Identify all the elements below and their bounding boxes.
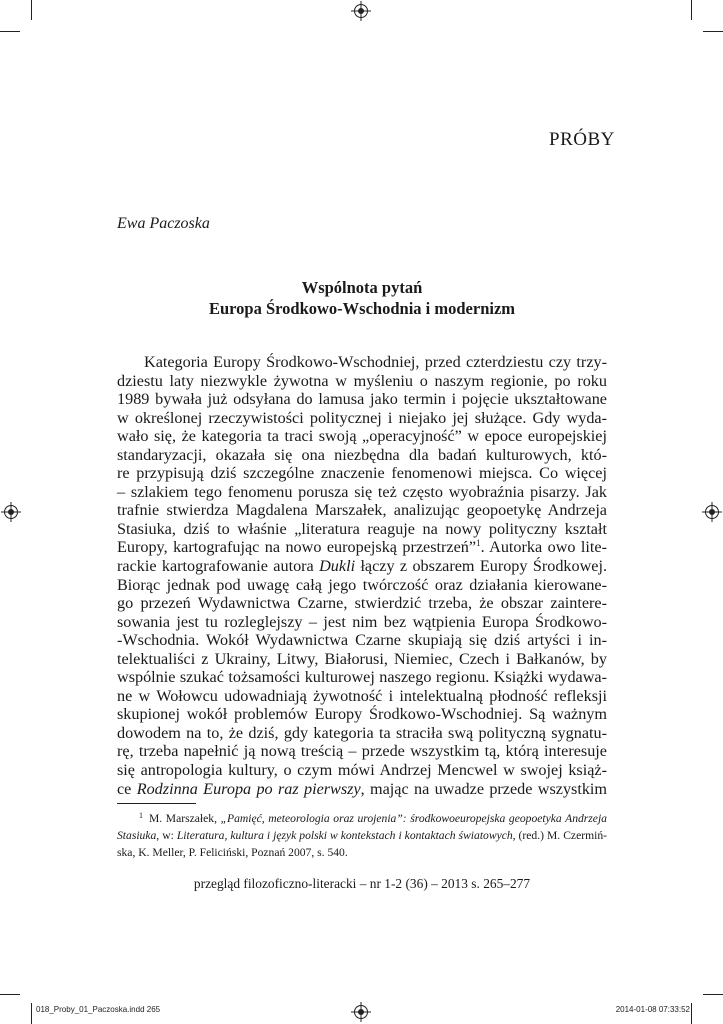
footnote — [117, 810, 607, 861]
body-line-text: Europy, kartografując na nowo europejską przestrzeń” — [117, 538, 477, 557]
body-line: Stasiuka, dziś to właśnie „literatura reaguje na nowy polityczny kształt — [117, 519, 607, 538]
registration-mark-left — [4, 505, 18, 519]
article-title — [117, 277, 607, 319]
crop-mark-top-left-h — [0, 31, 20, 32]
footnote-number: 1 — [139, 811, 143, 820]
footnote-text: M. Marszałek, — [149, 812, 217, 825]
body-line-text: . Autorka owo lite- — [480, 538, 607, 557]
body-line: trafnie stwierdza Magdalena Marszałek, analizując geopoetykę Andrzeja — [117, 501, 607, 520]
body-line-text: rackie kartografowanie autora — [117, 557, 314, 576]
footnote-quoted-title: „Pamięć, meteorologia oraz urojenia”: środkowoeuropejska geopoetyka Andrzeja — [220, 812, 607, 825]
body-line-text: mając na uwadze przede wszystkim — [370, 779, 608, 798]
body-line: 1989 bywała już odsyłana do lamusa jako termin i pojęcie ukształtowane — [117, 390, 607, 409]
crop-mark-top-right — [691, 0, 692, 20]
footnote-text: , w: — [156, 829, 174, 842]
footnote-line — [117, 827, 607, 844]
body-line-text: łączy z obszarem Europy Środkowej. — [360, 557, 608, 576]
body-line: standaryzacji, okazała się ona niezbędna dla badań kulturowych, któ- — [117, 445, 607, 464]
crop-mark-bottom-left-h — [0, 994, 20, 995]
footnote-line — [117, 810, 607, 827]
body-line: sowania jest tu rozleglejszy – jest nim bez wątpienia Europa Środkowo- — [117, 612, 607, 631]
body-line: – szlakiem tego fenomenu porusza się też często wyobraźnia pisarzy. Jak — [117, 482, 607, 501]
section-label: PRÓBY — [549, 129, 615, 150]
title-dukli: Dukli — [319, 557, 356, 576]
journal-footer: przegląd filozoficzno-literacki – nr 1-2 (36) – 2013 s. 265–277 — [193, 876, 531, 891]
body-line: wspólnie szukać tożsamości kulturowej naszego regionu. Książki wydawa- — [117, 668, 607, 687]
body-line: rę, trzeba napełnić ją nową treścią – przede wszystkim tą, którą interesuje — [117, 742, 607, 761]
body-line: re przypisują dziś szczególne znaczenie fenomenowi miejsca. Co więcej — [117, 464, 607, 483]
body-line: go przezeń Wydawnictwa Czarne, stwierdzić trzeba, że obszar zaintere- — [117, 594, 607, 613]
slug-filename: 018_Proby_01_Paczoska.indd 265 — [36, 1005, 161, 1014]
registration-mark-bottom — [354, 1005, 368, 1019]
body-line: -Wschodnia. Wokół Wydawnictwa Czarne skupiają się dziś artyści i in- — [117, 631, 607, 650]
article-body — [117, 353, 607, 798]
crop-mark-top-right-h — [703, 31, 723, 32]
body-line: ne w Wołowcu udowadniają żywotność i intelektualną płodność refleksji — [117, 686, 607, 705]
registration-mark-top — [354, 4, 368, 18]
body-line — [117, 557, 607, 576]
footnote-separator — [117, 803, 196, 804]
body-line: Kategoria Europy Środkowo-Wschodniej, przed czterdziestu czy trzy- — [144, 353, 607, 371]
crop-mark-top-left — [31, 0, 32, 20]
footnote-text: , (red.) M. Czermiń- — [512, 829, 607, 842]
article-title-line-1: Wspólnota pytań — [301, 278, 423, 297]
body-line: wało się, że kategoria ta traci swoją „operacyjność” w epoce europejskiej — [117, 427, 607, 446]
article-author: Ewa Paczoska — [117, 215, 210, 232]
body-line: się antropologia kultury, o czym mówi Andrzej Mencwel w swojej książ- — [117, 761, 607, 780]
registration-mark-right — [705, 505, 719, 519]
slug-timestamp: 2014-01-08 07:33:52 — [615, 1005, 690, 1014]
body-line: dziestu laty niezwykle żywotna w myśleniu o naszym regionie, po roku — [117, 371, 607, 390]
body-line: Biorąc jednak pod uwagę całą jego twórczość oraz działania kierowane- — [117, 575, 607, 594]
footnote-book-title: Literatura, kultura i język polski w kontekstach i kontaktach światowych — [176, 829, 513, 842]
body-line-text: ce — [117, 779, 137, 798]
footnote-reference[interactable]: 1 — [476, 538, 481, 549]
body-line: dowodem na to, że dziś, gdy kategoria ta straciła swą polityczną sygnatu- — [117, 723, 607, 742]
footnote-text: Stasiuka — [117, 829, 157, 842]
crop-mark-bottom-right-h — [703, 994, 723, 995]
footnote-line: ska, K. Meller, P. Feliciński, Poznań 2007, s. 540. — [117, 846, 348, 859]
body-line-text: , — [360, 779, 365, 798]
body-line: w określonej rzeczywistości politycznej i niejako jej służące. Gdy wyda- — [117, 408, 607, 427]
body-line — [117, 780, 607, 799]
crop-mark-bottom-left — [31, 1003, 32, 1024]
body-line: skupionej wokół problemów Europy Środkowo-Wschodniej. Są ważnym — [117, 705, 607, 724]
body-line — [117, 538, 607, 557]
article-title-line-2: Europa Środkowo-Wschodnia i modernizm — [208, 299, 516, 318]
body-line: telektualiści z Ukrainy, Litwy, Białorusi, Niemiec, Czech i Bałkanów, by — [117, 649, 607, 668]
book-title: Rodzinna Europa po raz pierwszy — [136, 779, 361, 798]
crop-mark-bottom-right — [691, 1003, 692, 1024]
